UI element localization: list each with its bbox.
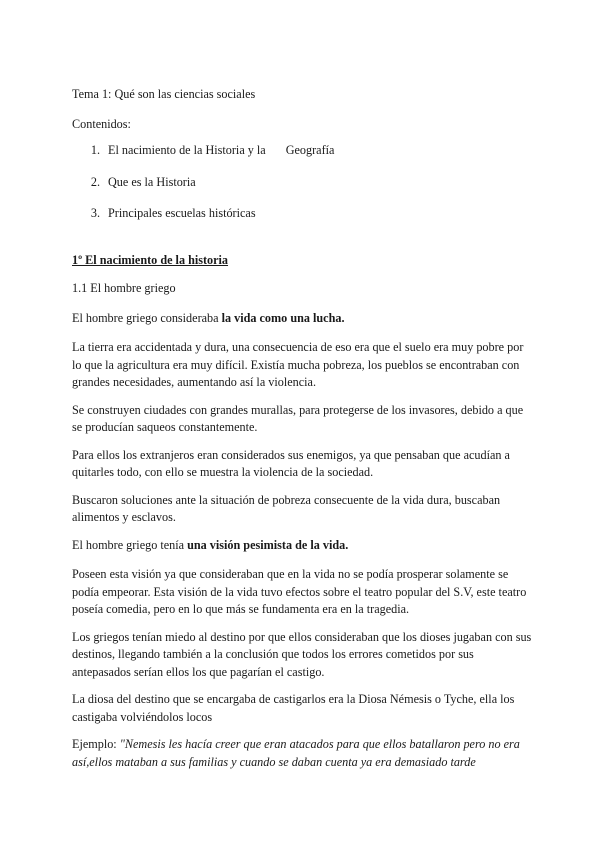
section-heading: 1º El nacimiento de la historia — [72, 252, 229, 267]
list-item-number: 3. — [90, 206, 100, 220]
lead-sentence: El hombre griego tenía una visión pesimista de la vida. — [72, 537, 349, 552]
list-item — [72, 174, 532, 192]
subsection-heading: 1.1 El hombre griego — [72, 281, 176, 295]
document-page — [72, 86, 532, 781]
list-item-text: Que es la Historia — [108, 174, 196, 189]
lead-emphasis: la vida como una lucha. — [221, 310, 345, 325]
list-item-number: 2. — [90, 174, 100, 189]
body-paragraph: La diosa del destino que se encargaba de castigarlos era la Diosa Némesis o Tyche, ella los castigaba volviéndolos locos — [72, 692, 515, 724]
body-paragraph: La tierra era accidentada y dura, una consecuencia de eso era que el suelo era muy pobre por lo que la agricultura era muy difícil. Existía mucha pobreza, los pueblos se encontraban con grandes necesidades, aumentando así la violencia. — [72, 340, 524, 389]
body-paragraph: Para ellos los extranjeros eran considerados sus enemigos, ya que pensaban que acudían a quitarles todo, con ello se muestra la violencia de la sociedad. — [72, 447, 510, 479]
list-item-number: 1. — [90, 143, 100, 157]
body-paragraph: Poseen esta visión ya que consideraban que en la vida no se podía prosperar solamente se podía empeorar. Esta visión de la vida tuvo efectos sobre el teatro popular del S.V, este teatro poseía comedia, pero en lo que más se fundamenta era en la tragedia. — [72, 567, 527, 616]
contents-label: Contenidos: — [72, 116, 131, 131]
list-item — [72, 205, 532, 223]
example-text: "Nemesis les hacía creer que eran atacados para que ellos batallaron pero no era así,ellos mataban a sus familias y cuando se daban cuenta ya era demasiado tarde — [72, 737, 520, 769]
body-paragraph: Los griegos tenían miedo al destino por que ellos consideraban que los dioses jugaban con sus destinos, llegando también a la conclusión que todos los errores cometidos por sus antepasados serían ellos los que pagarían el castigo. — [72, 629, 532, 679]
body-paragraph: Se construyen ciudades con grandes murallas, para protegerse de los invasores, debido a que se producían saqueos constantemente. — [72, 402, 524, 434]
lead-sentence: El hombre griego consideraba la vida como una lucha. — [72, 310, 345, 325]
example-paragraph — [72, 736, 532, 771]
example-label: Ejemplo: — [72, 737, 120, 751]
contents-list — [72, 142, 532, 223]
list-item-text: El nacimiento de la Historia y la Geografía — [108, 143, 335, 157]
list-item — [72, 142, 532, 160]
list-item-text: Principales escuelas históricas — [108, 206, 256, 220]
body-paragraph: Buscaron soluciones ante la situación de pobreza consecuente de la vida dura, buscaban alimentos y esclavos. — [72, 492, 501, 524]
document-title: Tema 1: Qué son las ciencias sociales — [72, 87, 256, 101]
lead-emphasis: una visión pesimista de la vida. — [187, 537, 349, 552]
